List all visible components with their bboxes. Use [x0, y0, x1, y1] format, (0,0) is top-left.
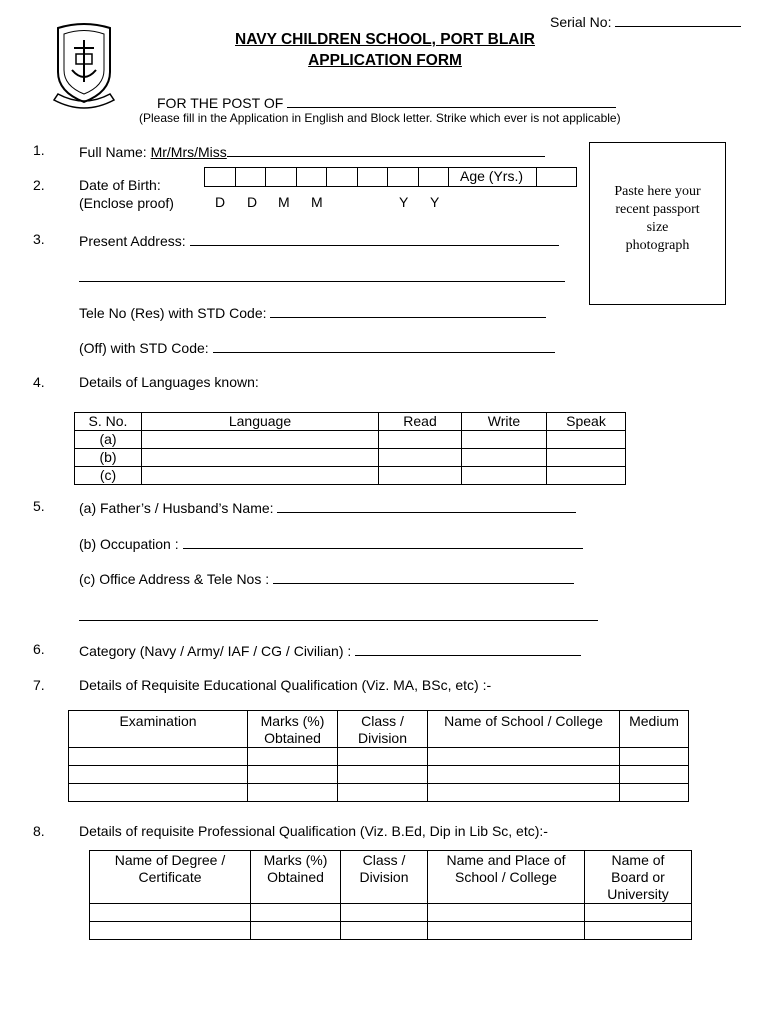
col-header-language: Language	[142, 413, 379, 431]
col-header-class: Class / Division	[341, 851, 428, 904]
dob-format-m1: M	[278, 194, 290, 210]
q8-number: 8.	[33, 823, 45, 839]
dob-box[interactable]	[388, 168, 419, 186]
form-title: APPLICATION FORM	[308, 52, 462, 69]
photo-box-line-2: recent passport	[615, 202, 700, 217]
read-cell[interactable]	[379, 449, 462, 467]
q5b-label: (b) Occupation :	[79, 536, 179, 552]
col-header-class: Class / Division	[338, 711, 428, 748]
table-header-row	[69, 711, 689, 748]
dob-box[interactable]	[358, 168, 389, 186]
table-header-row	[90, 851, 692, 904]
col-header-sno: S. No.	[75, 413, 142, 431]
q1-full-name-row	[79, 142, 545, 160]
q4-label: Details of Languages known:	[79, 374, 259, 390]
q5c-row	[79, 569, 574, 587]
q2-label: Date of Birth:	[79, 177, 161, 193]
q6-label: Category (Navy / Army/ IAF / CG / Civilian) :	[79, 643, 352, 659]
dob-format-m2: M	[311, 194, 323, 210]
tele-off-row	[79, 338, 555, 356]
dob-box[interactable]	[297, 168, 328, 186]
table-row	[69, 766, 689, 784]
post-applied-row	[157, 93, 616, 111]
write-cell[interactable]	[462, 449, 547, 467]
dob-box[interactable]	[236, 168, 267, 186]
row-label: (b)	[75, 449, 142, 467]
dob-boxes[interactable]	[204, 167, 449, 187]
table-row	[69, 748, 689, 766]
col-header-marks: Marks (%) Obtained	[248, 711, 338, 748]
col-header-examination: Examination	[69, 711, 248, 748]
q1-label: Full Name:	[79, 144, 151, 160]
q3-address-row	[79, 231, 559, 249]
q5a-label: (a) Father’s / Husband’s Name:	[79, 500, 274, 516]
q5b-row	[79, 534, 583, 552]
q4-number: 4.	[33, 374, 45, 390]
q3-label: Present Address:	[79, 233, 186, 249]
dob-format-y2: Y	[430, 194, 440, 210]
q7-label: Details of Requisite Educational Qualification (Viz. MA, BSc, etc) :-	[79, 677, 492, 693]
col-header-school: Name of School / College	[428, 711, 620, 748]
speak-cell[interactable]	[547, 467, 626, 485]
row-label: (a)	[75, 431, 142, 449]
q5-number: 5.	[33, 498, 45, 514]
age-box[interactable]	[447, 167, 577, 187]
photo-box-line-4: photograph	[625, 238, 690, 253]
serial-number-field[interactable]	[615, 12, 741, 27]
speak-cell[interactable]	[547, 431, 626, 449]
tele-off-field[interactable]	[213, 338, 555, 353]
dob-format-d1: D	[215, 194, 226, 210]
professional-qualification-table	[89, 850, 692, 940]
full-name-field[interactable]	[227, 142, 545, 157]
q2-sublabel: (Enclose proof)	[79, 195, 174, 211]
table-row	[90, 904, 692, 922]
educational-qualification-table	[68, 710, 689, 802]
dob-box[interactable]	[266, 168, 297, 186]
q3-number: 3.	[33, 231, 45, 247]
present-address-field[interactable]	[190, 231, 559, 246]
col-header-write: Write	[462, 413, 547, 431]
school-name: NAVY CHILDREN SCHOOL, PORT BLAIR	[235, 31, 535, 48]
q5a-row	[79, 498, 576, 516]
dob-box[interactable]	[205, 168, 236, 186]
table-header-row	[75, 413, 626, 431]
write-cell[interactable]	[462, 467, 547, 485]
q6-row	[79, 641, 581, 659]
dob-box[interactable]	[419, 168, 449, 186]
q8-label: Details of requisite Professional Qualification (Viz. B.Ed, Dip in Lib Sc, etc):-	[79, 823, 548, 839]
table-row	[90, 922, 692, 940]
photo-box-line-1: Paste here your	[614, 184, 701, 199]
dob-box[interactable]	[327, 168, 358, 186]
col-header-speak: Speak	[547, 413, 626, 431]
dob-format-y1: Y	[399, 194, 409, 210]
office-address-line-2[interactable]	[79, 620, 598, 621]
q5c-label: (c) Office Address & Tele Nos :	[79, 571, 270, 587]
q1-number: 1.	[33, 142, 45, 158]
read-cell[interactable]	[379, 431, 462, 449]
col-header-marks: Marks (%) Obtained	[251, 851, 341, 904]
table-row	[69, 784, 689, 802]
q1-title-prefix: Mr/Mrs/Miss	[150, 144, 227, 160]
read-cell[interactable]	[379, 467, 462, 485]
serial-number-label: Serial No:	[550, 12, 741, 30]
age-label: Age (Yrs.)	[447, 168, 537, 186]
q7-number: 7.	[33, 677, 45, 693]
father-husband-name-field[interactable]	[277, 498, 576, 513]
present-address-line-2[interactable]	[79, 281, 565, 282]
photo-box-line-3: size	[646, 220, 669, 235]
language-cell[interactable]	[142, 449, 379, 467]
table-row	[75, 431, 626, 449]
tele-off-label: (Off) with STD Code:	[79, 340, 209, 356]
language-cell[interactable]	[142, 467, 379, 485]
write-cell[interactable]	[462, 431, 547, 449]
col-header-medium: Medium	[620, 711, 689, 748]
table-row	[75, 449, 626, 467]
post-label: FOR THE POST OF	[157, 95, 284, 111]
dob-format-d2: D	[247, 194, 258, 210]
col-header-read: Read	[379, 413, 462, 431]
table-row	[75, 467, 626, 485]
photo-box[interactable]	[589, 142, 726, 305]
col-header-school: Name and Place of School / College	[428, 851, 585, 904]
tele-res-row	[79, 303, 546, 321]
category-field[interactable]	[355, 641, 581, 656]
tele-res-label: Tele No (Res) with STD Code:	[79, 305, 267, 321]
instruction-text: (Please fill in the Application in English and Block letter. Strike which ever is not applicable)	[139, 111, 621, 125]
col-header-degree: Name of Degree / Certificate	[90, 851, 251, 904]
col-header-board: Name of Board or University	[585, 851, 692, 904]
languages-table	[74, 412, 626, 485]
speak-cell[interactable]	[547, 449, 626, 467]
office-address-field[interactable]	[273, 569, 574, 584]
age-value-box[interactable]	[537, 168, 576, 186]
q6-number: 6.	[33, 641, 45, 657]
q2-number: 2.	[33, 177, 45, 193]
row-label: (c)	[75, 467, 142, 485]
tele-res-field[interactable]	[270, 303, 546, 318]
post-field[interactable]	[287, 93, 616, 108]
occupation-field[interactable]	[183, 534, 583, 549]
language-cell[interactable]	[142, 431, 379, 449]
